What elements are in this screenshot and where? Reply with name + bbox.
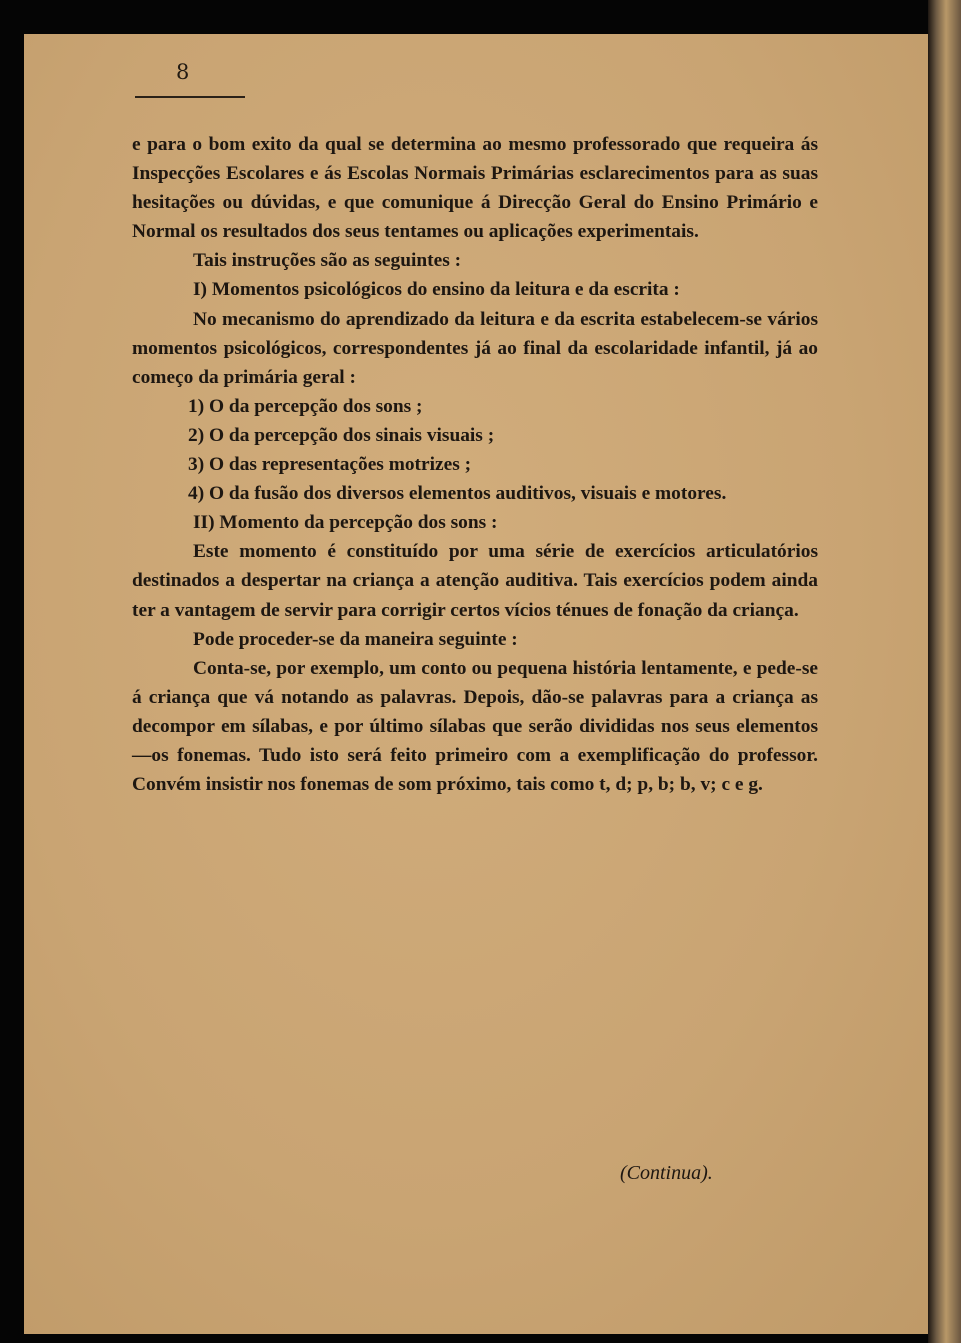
page-number: 8	[176, 60, 190, 84]
paragraph: No mecanismo do aprendizado da leitura e da escrita estabelecem-se vários momentos psicológicos, correspondentes já ao final da escolaridade infantil, já ao começo da primária geral :	[132, 308, 818, 388]
paragraph: Este momento é constituído por uma série de exercícios articulatórios destinados a despertar na criança a atenção auditiva. Tais exercícios podem ainda ter a vantagem de servir para corrigir certos vícios ténues de fonação da criança.	[132, 541, 818, 621]
paragraph: Tais instruções são as seguintes :	[193, 250, 462, 272]
body-text	[132, 130, 818, 799]
list-item: 4) O da fusão dos diversos elementos auditivos, visuais e motores.	[188, 483, 727, 505]
section-heading: I) Momentos psicológicos do ensino da leitura e da escrita :	[193, 279, 680, 301]
list-item: 2) O da percepção dos sinais visuais ;	[188, 424, 495, 446]
section-heading: II) Momento da percepção dos sons :	[193, 512, 498, 534]
page-number-rule	[135, 96, 245, 98]
paragraph: Pode proceder-se da maneira seguinte :	[193, 628, 518, 650]
list-item: 3) O das representações motrizes ;	[188, 454, 472, 476]
continua-note: (Continua).	[620, 1162, 713, 1184]
paragraph: e para o bom exito da qual se determina ao mesmo professorado que requeira ás Inspecções Escolares e ás Escolas Normais Primárias esclarecimentos para as suas hesitações ou dúvidas, e que comunique á Direcção Geral do Ensino Primário e Normal os resultados dos seus tentames ou aplicações experimentais.	[132, 134, 818, 243]
list-item: 1) O da percepção dos sons ;	[188, 395, 423, 417]
paragraph: Conta-se, por exemplo, um conto ou pequena história lentamente, e pede-se á criança que vá notando as palavras. Depois, dão-se palavras para a criança as decompor em sílabas, e por último sílabas que serão divididas nos seus elementos—os fonemas. Tudo isto será feito primeiro com a exemplificação do professor. Convém insistir nos fonemas de som próximo, tais como t, d; p, b; b, v; c e g.	[132, 657, 818, 796]
page-edge	[928, 0, 961, 1343]
